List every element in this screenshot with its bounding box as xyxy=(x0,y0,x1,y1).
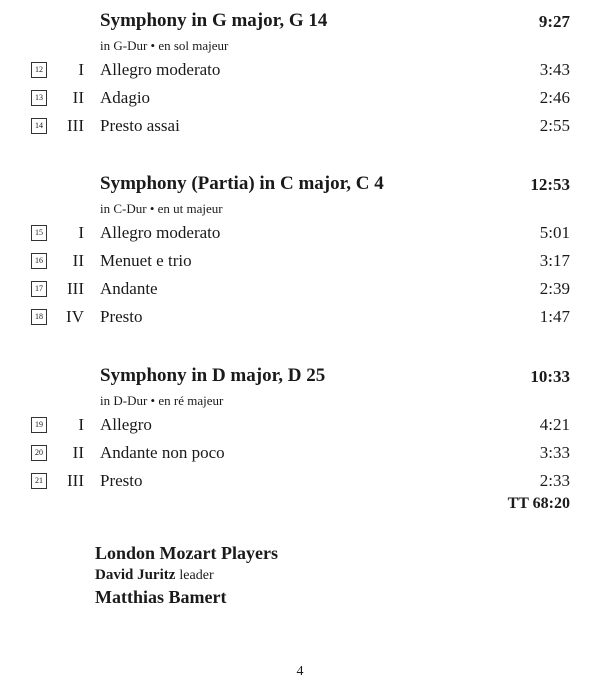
track-row xyxy=(0,415,600,437)
movement-title: Andante non poco xyxy=(100,443,225,462)
movement-title: Andante xyxy=(100,279,158,298)
work-title: Symphony in G major, G 14 xyxy=(100,10,328,31)
movement-title: Presto xyxy=(100,307,143,326)
track-row xyxy=(0,279,600,301)
track-row xyxy=(0,223,600,245)
track-number-box: 14 xyxy=(31,118,47,134)
track-duration: 4:21 xyxy=(539,415,570,434)
track-duration: 3:43 xyxy=(539,60,570,79)
track-duration: 2:55 xyxy=(539,116,570,135)
movement-numeral: II xyxy=(72,88,84,107)
work-duration: 10:33 xyxy=(530,367,570,386)
track-number-box: 15 xyxy=(31,225,47,241)
movement-numeral: III xyxy=(67,116,84,135)
movement-numeral: I xyxy=(78,60,84,79)
movement-numeral: II xyxy=(72,443,84,462)
track-row xyxy=(0,471,600,493)
leader-credit xyxy=(95,566,278,584)
conductor-name: Matthias Bamert xyxy=(95,587,227,607)
work-duration: 12:53 xyxy=(530,175,570,194)
track-duration: 3:33 xyxy=(539,443,570,462)
leader-role: leader xyxy=(179,568,214,583)
work-subtitle: in D-Dur • en ré majeur xyxy=(100,393,224,408)
track-row xyxy=(0,88,600,110)
track-duration: 1:47 xyxy=(539,307,570,326)
track-number-box: 13 xyxy=(31,90,47,106)
leader-name: David Juritz xyxy=(95,567,176,583)
movement-title: Presto assai xyxy=(100,116,180,135)
movement-numeral: II xyxy=(72,251,84,270)
movement-numeral: III xyxy=(67,279,84,298)
track-row xyxy=(0,443,600,465)
movement-title: Allegro moderato xyxy=(100,223,221,242)
work-subtitle: in G-Dur • en sol majeur xyxy=(100,38,229,53)
movement-numeral: III xyxy=(67,471,84,490)
track-row xyxy=(0,116,600,138)
movement-title: Allegro moderato xyxy=(100,60,221,79)
track-number-box: 17 xyxy=(31,281,47,297)
performer-credits xyxy=(95,543,278,608)
page-number: 4 xyxy=(296,664,304,679)
track-row xyxy=(0,60,600,82)
track-row xyxy=(0,251,600,273)
ensemble-name: London Mozart Players xyxy=(95,543,278,563)
track-number-box: 21 xyxy=(31,473,47,489)
track-number-box: 12 xyxy=(31,62,47,78)
track-number-box: 18 xyxy=(31,309,47,325)
work-title: Symphony in D major, D 25 xyxy=(100,365,326,386)
movement-title: Adagio xyxy=(100,88,151,107)
track-duration: 3:17 xyxy=(539,251,570,270)
track-row xyxy=(0,307,600,329)
track-duration: 2:33 xyxy=(539,471,570,490)
movement-title: Allegro xyxy=(100,415,152,434)
movement-numeral: IV xyxy=(66,307,84,326)
track-duration: 2:39 xyxy=(539,279,570,298)
movement-numeral: I xyxy=(78,415,84,434)
work-title: Symphony (Partia) in C major, C 4 xyxy=(100,173,384,194)
track-duration: 5:01 xyxy=(539,223,570,242)
track-duration: 2:46 xyxy=(539,88,570,107)
work-duration: 9:27 xyxy=(538,12,570,31)
movement-title: Menuet e trio xyxy=(100,251,192,270)
track-number-box: 19 xyxy=(31,417,47,433)
movement-title: Presto xyxy=(100,471,143,490)
work-subtitle: in C-Dur • en ut majeur xyxy=(100,201,223,216)
track-number-box: 16 xyxy=(31,253,47,269)
track-number-box: 20 xyxy=(31,445,47,461)
total-time: TT 68:20 xyxy=(507,495,570,512)
movement-numeral: I xyxy=(78,223,84,242)
